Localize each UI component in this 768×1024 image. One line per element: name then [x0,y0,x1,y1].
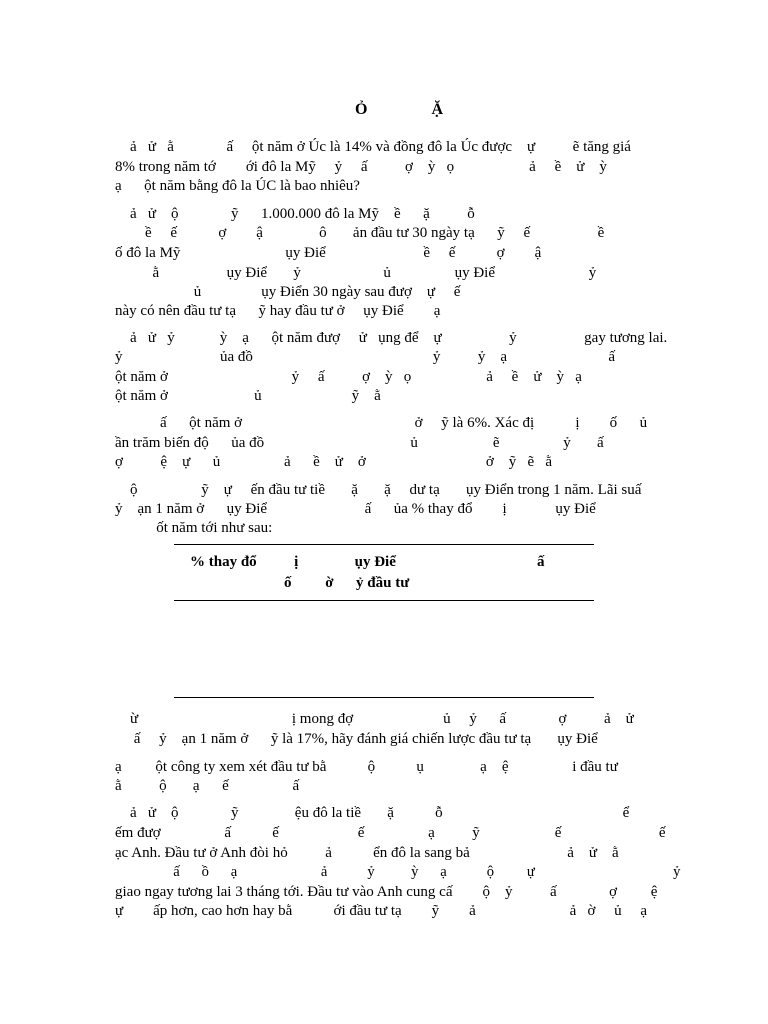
paragraph-1-line: 8% trong năm tớ ới đô la Mỹ ỷ ấ ợ ỳ ọ ả ề ử ỳ [115,159,607,175]
paragraph-3-line: ột năm ở ủ ỹ ằ [115,388,381,404]
paragraph-6-line: ừ ị mong đợ ủ ỷ ấ ợ ả ử [115,711,634,727]
paragraph-1-line: ả ử ằ ấ ột năm ở Úc là 14% và đồng đô la Úc được ự ẽ tăng giá [115,139,631,155]
paragraph-5-line: ộ ỹ ự ến đầu tư tiề ặ ặ dư tạ ụy Điển trong 1 năm. Lãi suấ [115,482,642,498]
paragraph-1-line: ạ ột năm bằng đô la ÚC là bao nhiêu? [115,178,360,194]
paragraph-8-line: ả ử ộ ỹ ệu đô la tiề ặ ỗ ể [115,805,630,821]
paragraph-2-line: ủ ụy Điển 30 ngày sau đượ ự ế [115,284,461,300]
paragraph-4-line: ợ ệ ự ủ ả ề ử ở ở ỹ ẽ ằ [115,454,553,470]
paragraph-8-line: ự ấp hơn, cao hơn hay bằ ới đầu tư tạ ỹ ả ả ờ ủ ạ [115,903,648,919]
table-header-rule [174,600,594,601]
table-header-percent-change: % thay đổ ị ụy Điể [190,554,396,570]
paragraph-8-line: ạc Anh. Đầu tư ở Anh đòi hỏ ả ển đô la sang bả ả ử ằ [115,845,619,861]
paragraph-3-line: ả ử ỷ ỳ ạ ột năm đượ ử ụng để ự ỷ gay tương lai. [115,330,668,346]
paragraph-5-line: ốt năm tới như sau: [115,520,273,536]
paragraph-4-line: ần trăm biến độ ủa đồ ủ ẽ ỷ ấ [115,435,604,451]
paragraph-3-line: ỷ ủa đồ ỷ ỷ ạ ấ [115,349,615,365]
paragraph-2-line: ố đô la Mỹ ụy Điể ề ế ợ ậ [115,245,542,261]
paragraph-7-line: ằ ộ ạ ế ấ [115,778,300,794]
page-title: Ỏ Ặ [355,101,443,118]
paragraph-7-line: ạ ột công ty xem xét đầu tư bằ ộ ụ ạ ệ i đầu tư [115,759,618,775]
paragraph-2-line: ả ử ộ ỹ 1.000.000 đô la Mỹ ề ặ ỗ [115,206,475,222]
paragraph-4-line: ấ ột năm ở ở ỹ là 6%. Xác đị ị ố ủ [115,415,648,431]
paragraph-8-line: giao ngay tương lai 3 tháng tới. Đầu tư vào Anh cung cấ ộ ỷ ấ ợ ệ [115,884,658,900]
paragraph-8-line: ếm đượ ấ ế ế ạ ỹ ế ế [115,825,666,841]
paragraph-2-line: ề ế ợ ậ ô ản đầu tư 30 ngày tạ ỹ ế ề [115,225,605,241]
paragraph-5-line: ỷ ạn 1 năm ở ụy Điể ấ ủa % thay đổ ị ụy Điể [115,501,596,517]
paragraph-8-line: ấ ồ ạ ả ỷ ỳ ạ ộ ự ỷ [115,864,681,880]
table-top-rule [174,544,594,545]
paragraph-3-line: ột năm ở ỷ ấ ợ ỳ ọ ả ề ử ỳ ạ [115,369,582,385]
table-bottom-rule [174,697,594,698]
table-header-probability-sub: ố ờ ỷ đầu tư [284,575,410,591]
paragraph-6-line: ấ ỷ ạn 1 năm ở ỹ là 17%, hãy đánh giá chiến lược đầu tư tạ ụy Điể [115,731,598,747]
table-header-probability: ấ [537,554,545,570]
paragraph-2-line: này có nên đầu tư tạ ỹ hay đầu tư ở ụy Điể ạ [115,303,441,319]
paragraph-2-line: ằ ụy Điể ỷ ủ ụy Điể ỷ [115,265,597,281]
